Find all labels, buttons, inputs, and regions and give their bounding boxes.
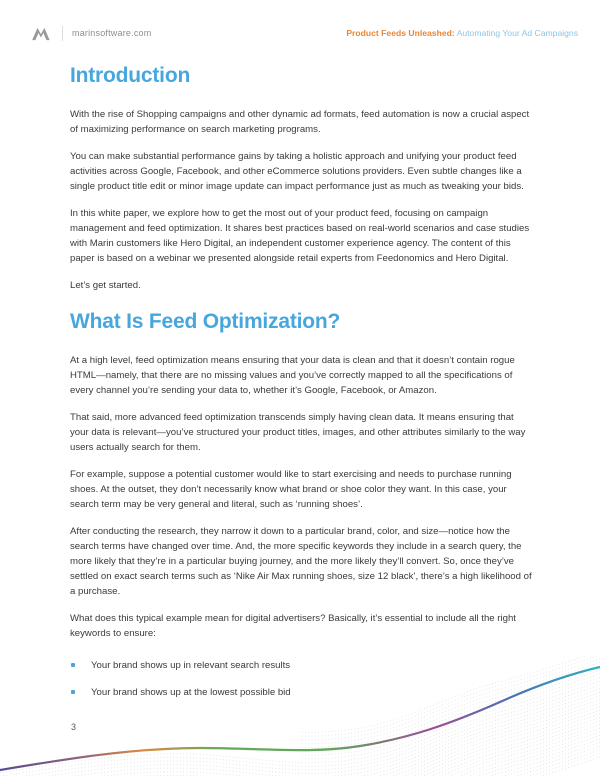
section-heading-introduction: Introduction [70,64,191,87]
paragraph: For example, suppose a potential customer would like to start exercising and needs to purchase running shoes. At the outset, they don’t necessarily know what brand or shoe color they want. In this case, your search term may be very general and literal, such as ‘running shoes’. [70,469,512,510]
list-item-text: Your brand shows up in relevant search results [91,660,291,671]
doc-title-bold: Product Feeds Unleashed: [346,28,455,38]
marin-logo-icon [32,26,53,41]
paragraph: That said, more advanced feed optimization transcends simply having clean data. It means ensuring that your data is relevant—you’ve structured your product titles, images, and other attributes similarly to the way users actually search for them. [70,412,526,453]
paragraph: You can make substantial performance gains by taking a holistic approach and unifying your product feed activities across Google, Facebook, and other eCommerce solutions providers. Even subtle changes like a single product title edit or minor image update can impact performance just as much as tweaking your bids. [70,151,524,192]
list-item-text: Your brand shows up at the lowest possible bid [91,687,291,698]
paragraph: In this white paper, we explore how to get the most out of your product feed, focusing on campaign management and feed optimization. It shares best practices based on real-world scenarios and case studies with Marin customers like Hero Digital, an independent customer experience agency. The content of this paper is based on a webinar we presented alongside retail experts from Feedonomics and Hero Digital. [70,208,530,264]
list-item [70,658,532,673]
page-content [70,44,532,712]
site-url: marinsoftware.com [72,28,152,38]
paragraph: Let’s get started. [70,280,141,291]
doc-title [346,28,578,38]
page-header [32,24,578,42]
list-item [70,685,532,700]
paragraph: With the rise of Shopping campaigns and other dynamic ad formats, feed automation is now a crucial aspect of maximizing performance on search marketing programs. [70,109,530,135]
paragraph: After conducting the research, they narrow it down to a particular brand, color, and size—notice how the search terms have changed over time. And, the more specific keywords they include in a search query, the more likely that they’re in a particular buying journey, and the more likely they’ll convert. So, once they’ve settled on exact search terms such as ‘Nike Air Max running shoes, size 12 black’, there’s a high likelihood of a purchase. [70,526,532,597]
header-divider [62,26,63,41]
bullet-icon [71,690,75,694]
bullet-list [70,658,532,700]
paragraph: What does this typical example mean for digital advertisers? Basically, it’s essential to include all the right keywords to ensure: [70,613,516,639]
doc-title-subtitle: Automating Your Ad Campaigns [454,28,578,38]
paragraph: At a high level, feed optimization means ensuring that your data is clean and that it doesn’t contain rogue HTML—namely, that there are no missing values and you’ve correctly mapped to all the specifications of every channel you’re sending your data to, whether it’s Google, Facebook, or Amazon. [70,355,515,396]
section-heading-feed-optimization: What Is Feed Optimization? [70,310,341,333]
bullet-icon [71,663,75,667]
page-number: 3 [71,722,77,732]
